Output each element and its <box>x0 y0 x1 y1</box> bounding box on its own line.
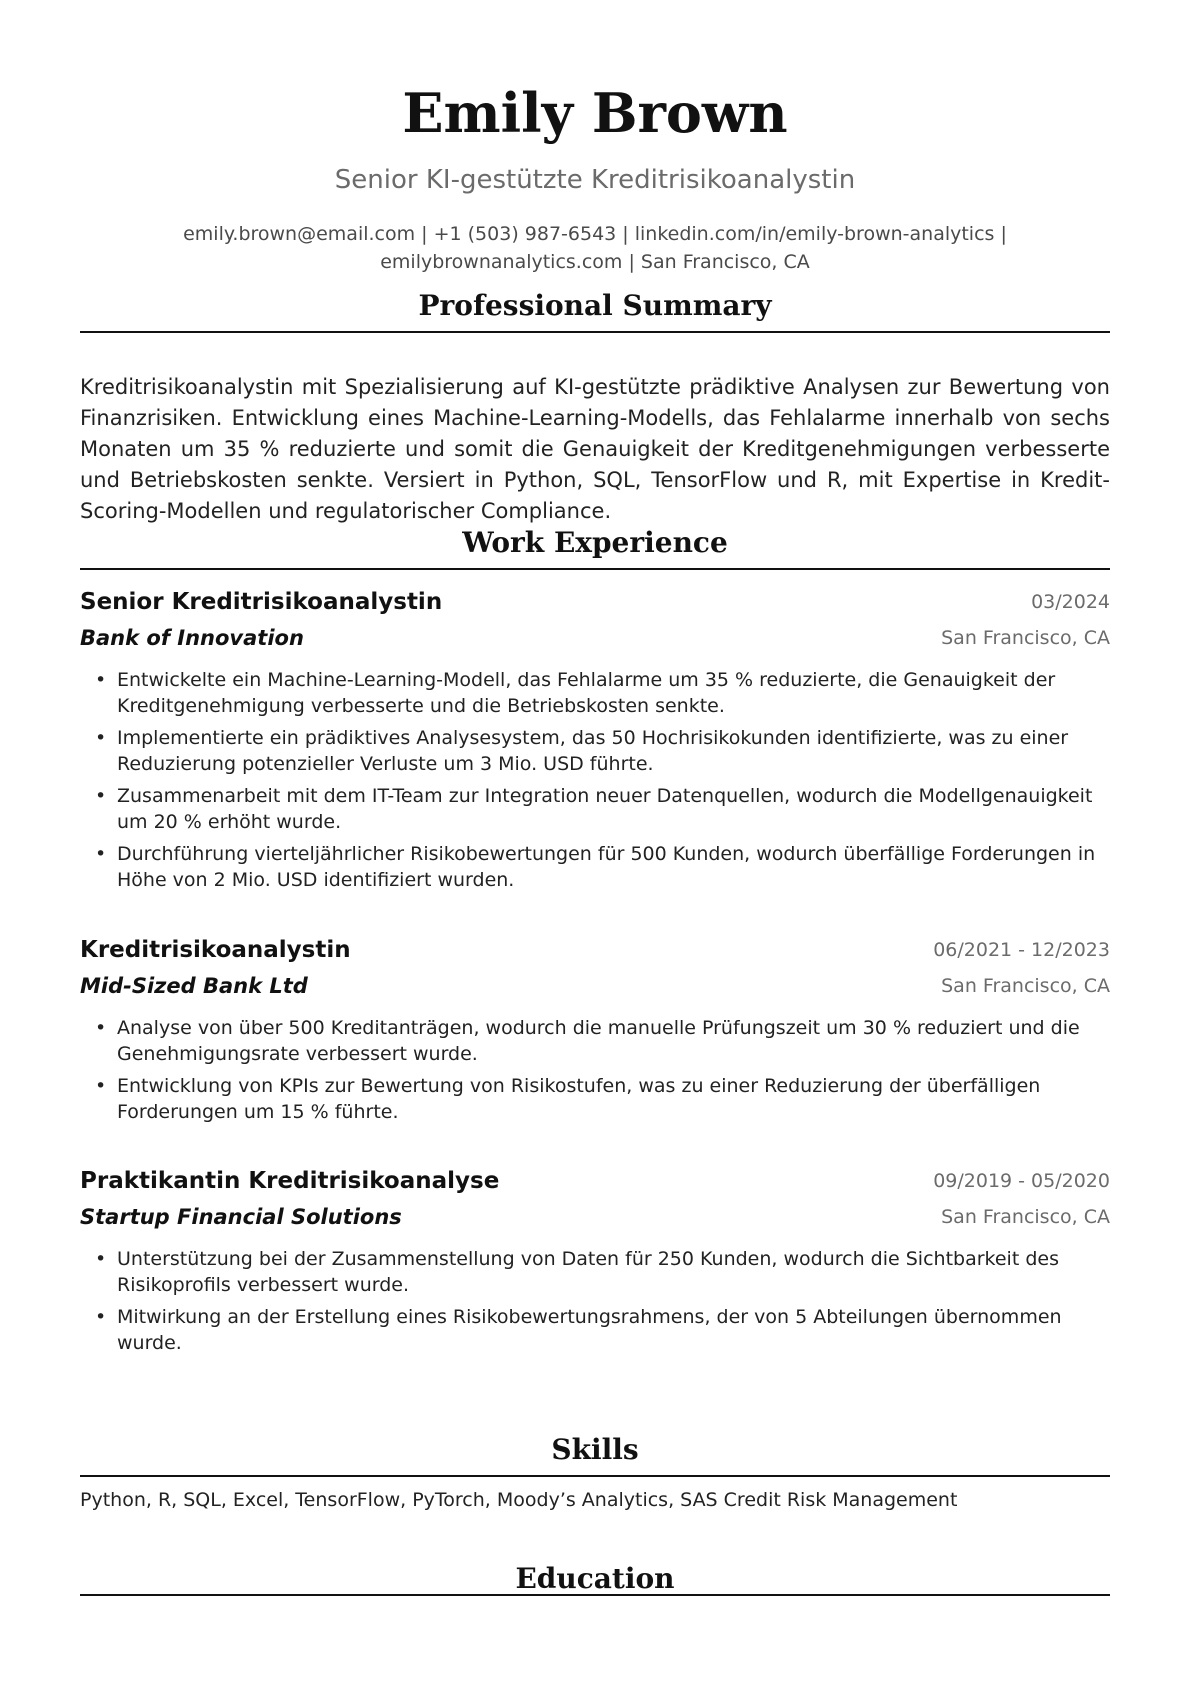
job-bullets <box>80 1015 1110 1131</box>
candidate-subtitle: Senior KI-gestützte Kreditrisikoanalystin <box>334 165 856 195</box>
job-date: 06/2021 - 12/2023 <box>933 939 1110 961</box>
job-title: Praktikantin Kreditrisikoanalyse <box>80 1168 500 1194</box>
job-company: Startup Financial Solutions <box>80 1205 402 1229</box>
job-bullets <box>80 1246 1110 1362</box>
job-bullet: • Entwicklung von KPIs zur Bewertung von Risikostufen, was zu einer Reduzierung der überfälligen Forderungen um 15 % führte. <box>80 1073 1110 1125</box>
experience-heading: Work Experience <box>462 526 728 559</box>
job-location: San Francisco, CA <box>941 975 1110 997</box>
contact-line-2: emilybrownanalytics.com | San Francisco, CA <box>380 251 810 273</box>
contact-info <box>80 220 1110 276</box>
skills-divider <box>80 1475 1110 1477</box>
job-bullet: • Implementierte ein prädiktives Analysesystem, das 50 Hochrisikokunden identifizierte, was zu einer Reduzierung potenzieller Verluste um 3 Mio. USD führte. <box>80 725 1110 777</box>
job-bullet: • Unterstützung bei der Zusammenstellung von Daten für 250 Kunden, wodurch die Sichtbarkeit des Risikoprofils verbessert wurde. <box>80 1246 1110 1298</box>
contact-line-1: emily.brown@email.com | +1 (503) 987-6543 | linkedin.com/in/emily-brown-analytics | <box>183 223 1007 245</box>
job-bullet: • Zusammenarbeit mit dem IT-Team zur Integration neuer Datenquellen, wodurch die Modellgenauigkeit um 20 % erhöht wurde. <box>80 783 1110 835</box>
job-date: 09/2019 - 05/2020 <box>933 1170 1110 1192</box>
job-bullets <box>80 667 1110 899</box>
summary-text: Kreditrisikoanalystin mit Spezialisierung auf KI-gestützte prädiktive Analysen zur Bewertung von Finanzrisiken. Entwicklung eines Machine-Learning-Modells, das Fehlalarme innerhalb von sechs Monaten um 35 % reduzierte und somit die Genauigkeit der Kreditgenehmigungen verbesserte und Betriebskosten senkte. Versiert in Python, SQL, TensorFlow und R, mit Expertise in Kredit-Scoring-Modellen und regulatorischer Compliance. <box>80 375 1110 523</box>
experience-divider <box>80 568 1110 570</box>
summary-divider <box>80 331 1110 333</box>
education-heading: Education <box>515 1562 675 1595</box>
skills-text: Python, R, SQL, Excel, TensorFlow, PyTorch, Moody’s Analytics, SAS Credit Risk Management <box>80 1489 958 1511</box>
job-date: 03/2024 <box>1031 591 1110 613</box>
job-bullet: • Entwickelte ein Machine-Learning-Modell, das Fehlalarme um 35 % reduzierte, die Genauigkeit der Kreditgenehmigung verbesserte und die Betriebskosten senkte. <box>80 667 1110 719</box>
job-bullet: • Durchführung vierteljährlicher Risikobewertungen für 500 Kunden, wodurch überfällige Forderungen in Höhe von 2 Mio. USD identifiziert wurden. <box>80 841 1110 893</box>
job-title: Senior Kreditrisikoanalystin <box>80 589 443 615</box>
summary-heading: Professional Summary <box>418 289 772 322</box>
candidate-name: Emily Brown <box>402 81 788 145</box>
job-location: San Francisco, CA <box>941 1206 1110 1228</box>
job-company: Mid-Sized Bank Ltd <box>80 974 308 998</box>
job-title: Kreditrisikoanalystin <box>80 937 351 963</box>
education-divider <box>80 1594 1110 1596</box>
job-company: Bank of Innovation <box>80 626 304 650</box>
job-bullet: • Mitwirkung an der Erstellung eines Risikobewertungsrahmens, der von 5 Abteilungen übernommen wurde. <box>80 1304 1110 1356</box>
skills-heading: Skills <box>551 1433 639 1466</box>
job-bullet: • Analyse von über 500 Kreditanträgen, wodurch die manuelle Prüfungszeit um 30 % reduziert und die Genehmigungsrate verbessert wurde. <box>80 1015 1110 1067</box>
job-location: San Francisco, CA <box>941 627 1110 649</box>
